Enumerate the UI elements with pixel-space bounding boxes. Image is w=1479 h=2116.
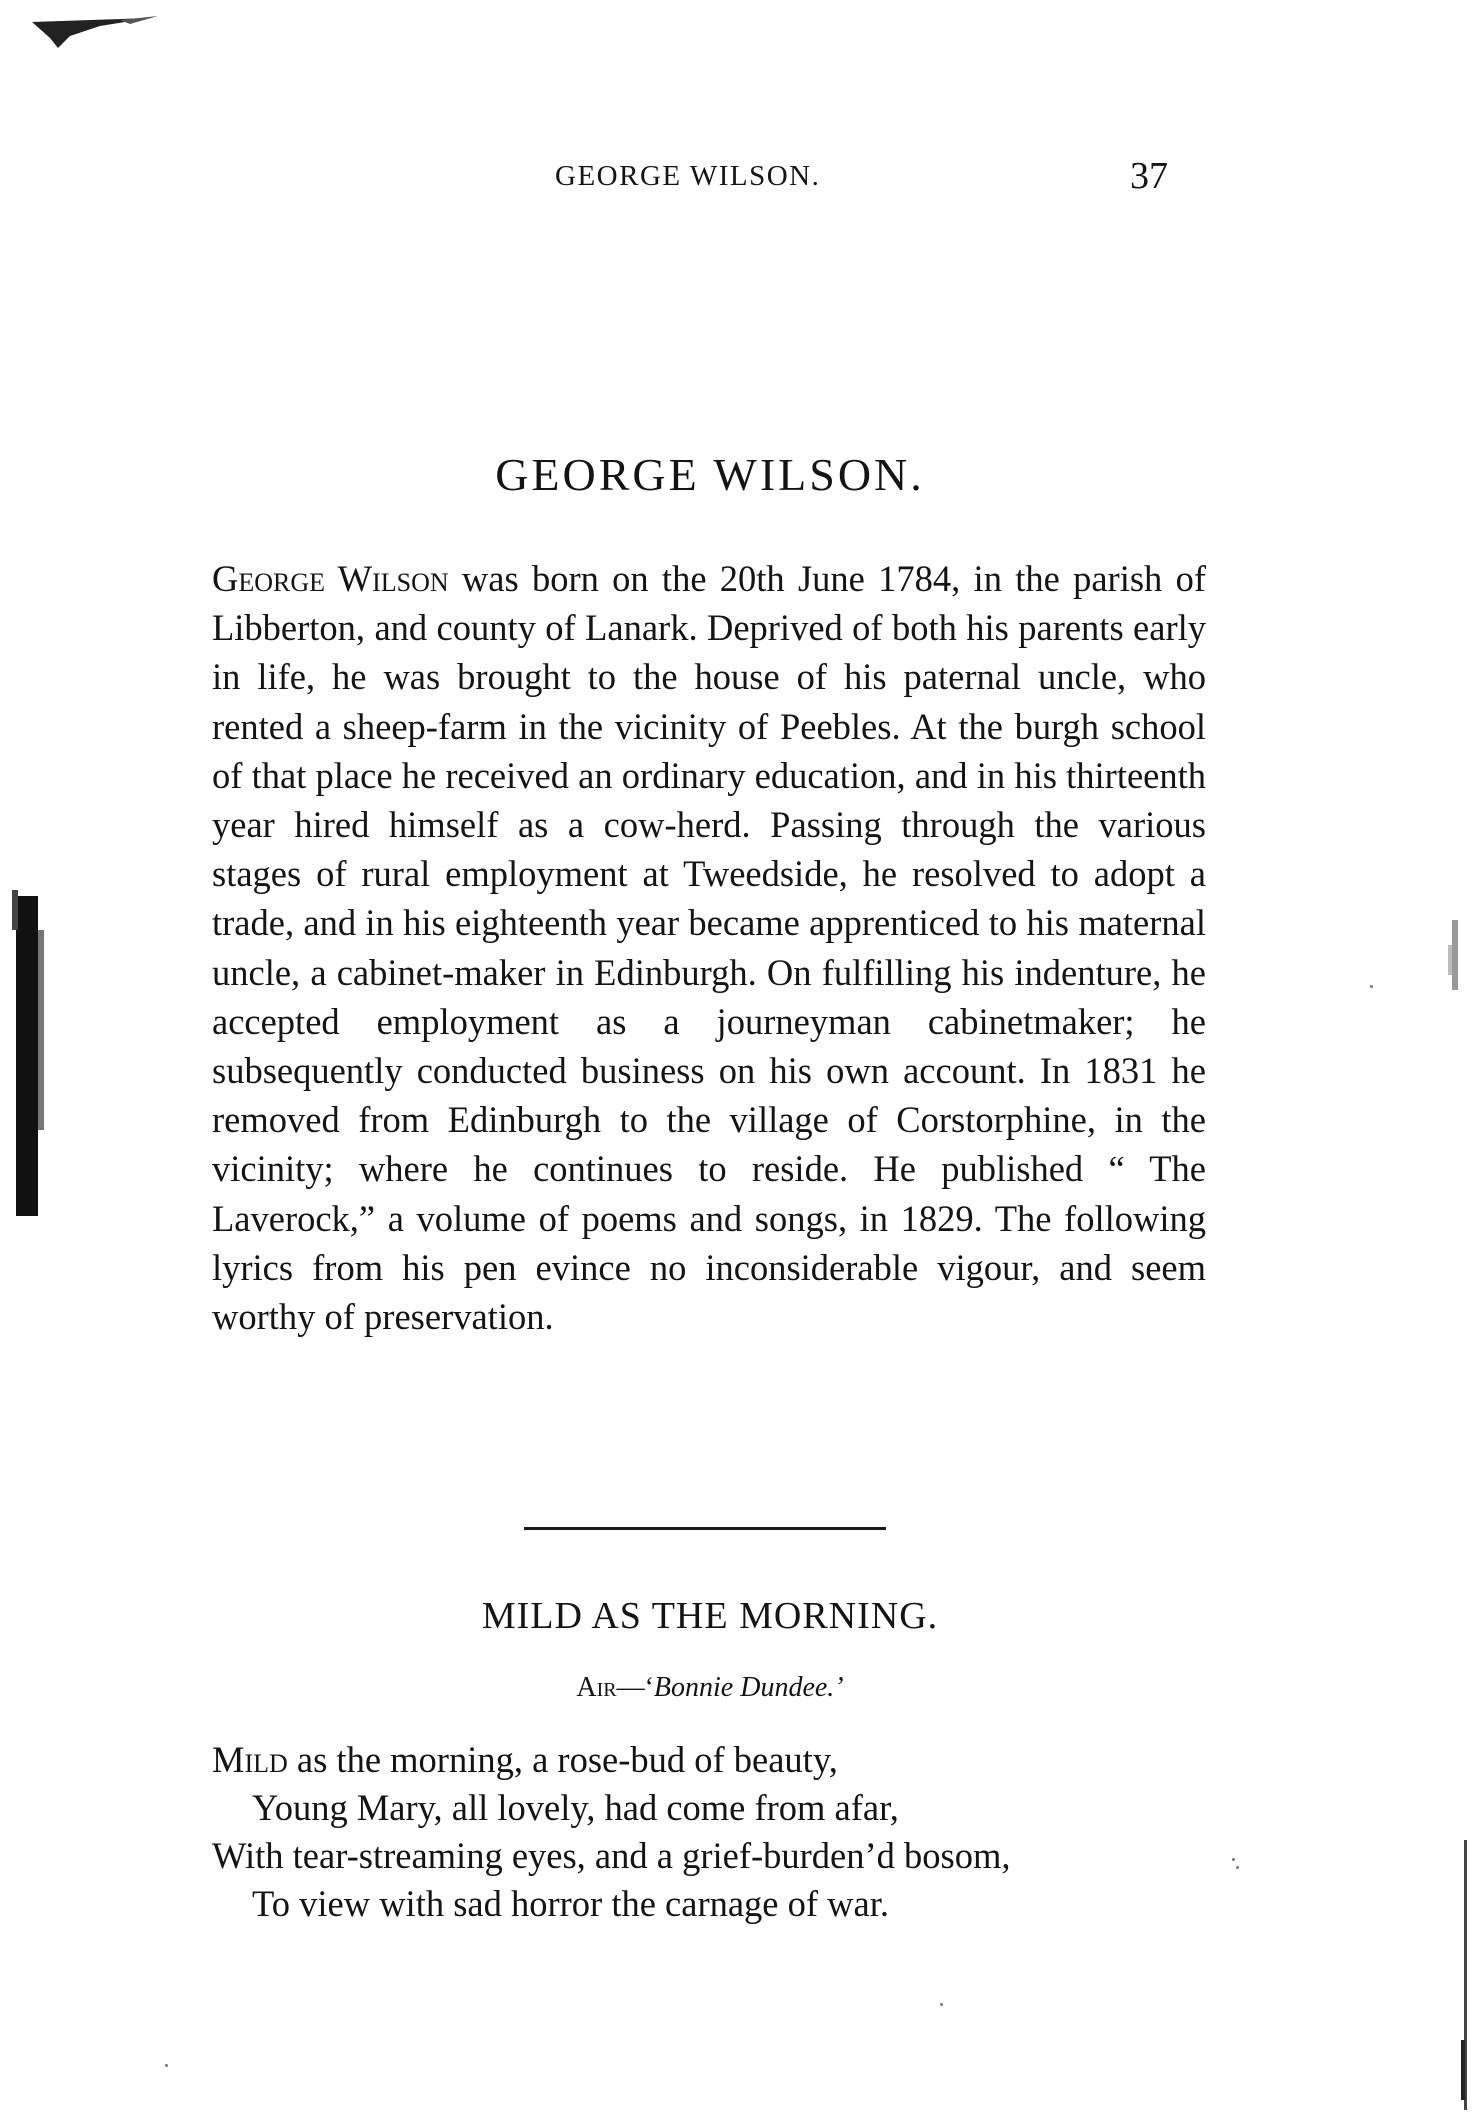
air-label: Air (576, 1672, 617, 1703)
speck (1236, 1866, 1239, 1869)
biography-paragraph (212, 554, 1206, 1341)
poem-line-first-word: Mild (212, 1739, 288, 1780)
page-edge-shadow (12, 890, 50, 1220)
poem-line (212, 1880, 1212, 1928)
speck (1370, 985, 1373, 988)
poem-line-text: With tear-streaming eyes, and a grief-burden’d bosom, (212, 1835, 1011, 1876)
air-separator: —‘ (616, 1672, 654, 1703)
air-tune: Bonnie Dundee.’ (653, 1672, 844, 1703)
speck (1232, 1858, 1235, 1861)
poem-line (212, 1736, 1212, 1784)
biography-lead: George Wilson (212, 558, 449, 599)
poem-stanza (212, 1736, 1212, 1928)
poem-title: MILD AS THE MORNING. (481, 1595, 939, 1637)
page-edge-speckle (1440, 900, 1470, 1020)
ink-smudge-mark (30, 14, 160, 54)
speck (165, 2064, 168, 2067)
section-divider (524, 1527, 886, 1530)
chapter-title: GEORGE WILSON. (495, 449, 925, 500)
poem-line-text: as the morning, a rose-bud of beauty, (287, 1739, 838, 1780)
speck (940, 2003, 943, 2006)
poem-air (210, 1672, 1210, 1704)
poem-line-text: Young Mary, all lovely, had come from afar, (252, 1787, 899, 1828)
page-number: 37 (1130, 155, 1168, 197)
running-title: GEORGE WILSON. (555, 160, 821, 192)
poem-line (212, 1784, 1212, 1832)
biography-text: was born on the 20th June 1784, in the parish of Libberton, and county of Lanark. Deprived of both his parents early in life, he was brought to the house of his paternal uncle, who rented a sheep-farm in the vicinity of Peebles. At the burgh school of that place he received an ordinary education, and in his thirteenth year hired himself as a cow-herd. Passing through the various stages of rural employment at Tweedside, he resolved to adopt a trade, and in his eighteenth year became apprenticed to his maternal uncle, a cabinet-maker in Edinburgh. On fulfilling his indenture, he accepted employment as a journeyman cabinetmaker; he subsequently conducted business on his own account. In 1831 he removed from Edinburgh to the village of Corstorphine, in the vicinity; where he continues to reside. He published “ The Laverock,” a volume of poems and songs, in 1829. The following lyrics from his pen evince no inconsiderable vigour, and seem worthy of preservation. (212, 558, 1206, 1338)
poem-line (212, 1832, 1212, 1880)
running-head (210, 155, 1210, 208)
page-edge-line (1455, 1840, 1475, 2110)
poem-line-text: To view with sad horror the carnage of war. (252, 1883, 889, 1924)
